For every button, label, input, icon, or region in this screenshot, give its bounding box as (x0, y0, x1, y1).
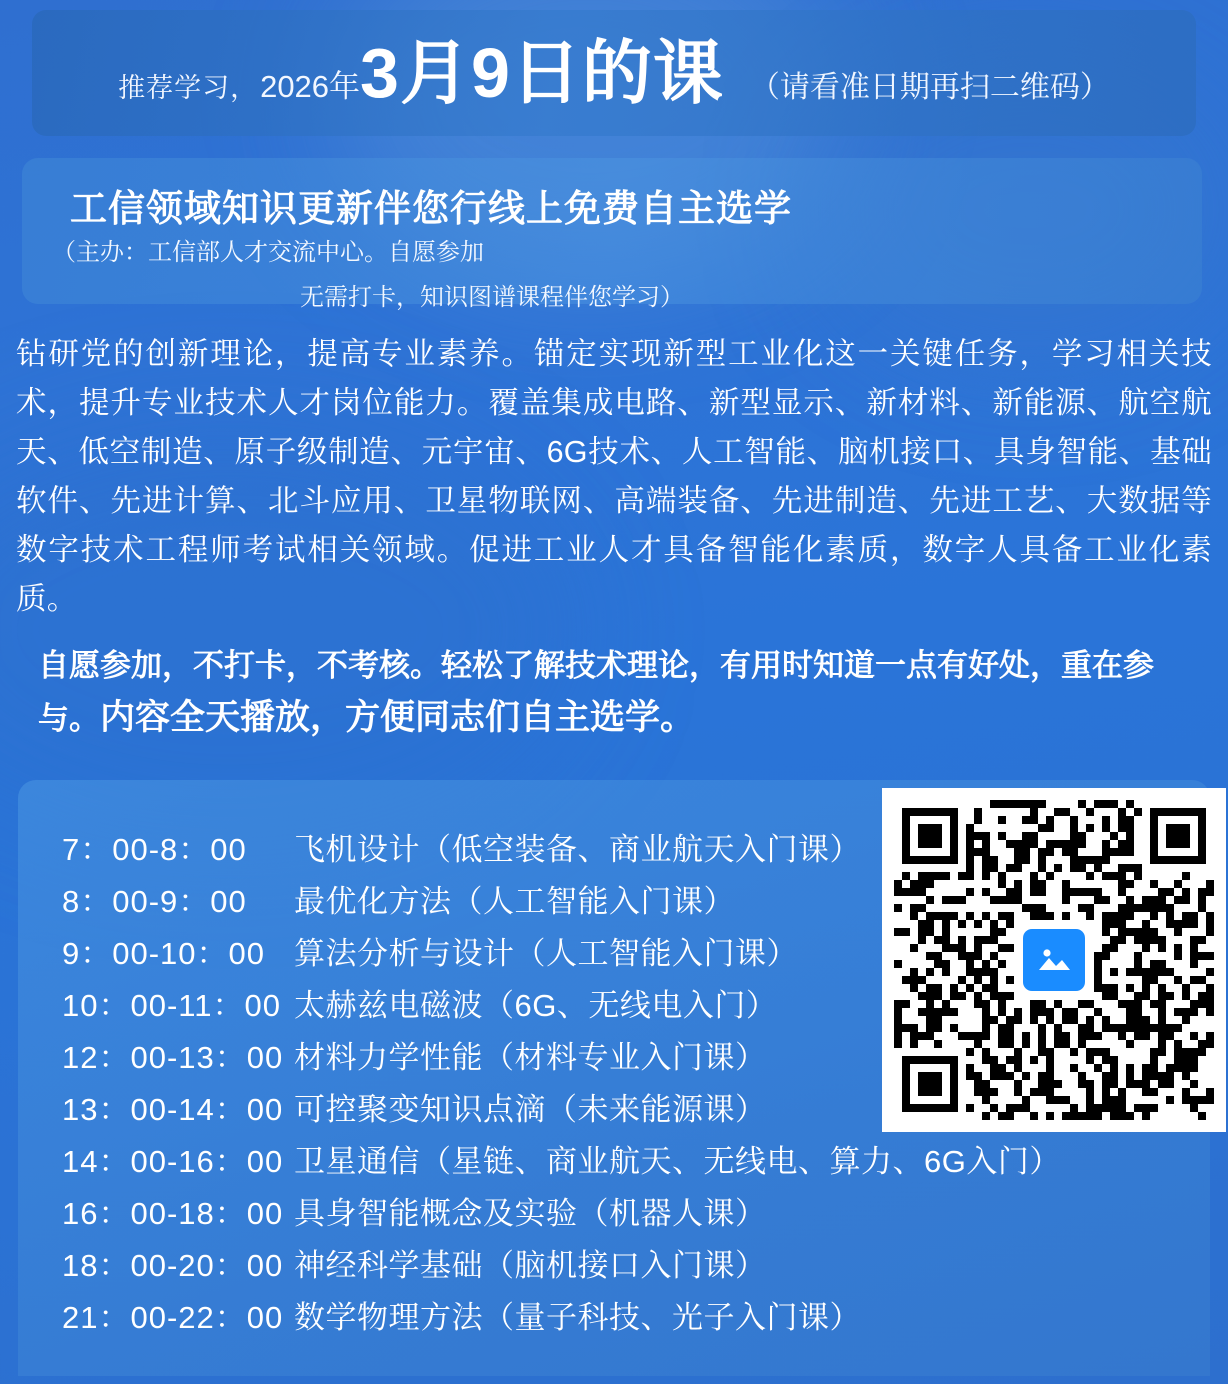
schedule-course-name: 神经科学基础 (294, 1248, 483, 1283)
schedule-course-tag: （未来能源课） (546, 1092, 767, 1127)
schedule-course-name: 具身智能概念及实验 (294, 1196, 578, 1231)
schedule-time: 9：00-10：00 (62, 936, 266, 971)
recommend-label: 推荐学习， (118, 73, 259, 103)
schedule-course-tag: （脑机接口入门课） (483, 1248, 767, 1283)
header-date-title: 3月9日的课 (360, 34, 724, 112)
schedule-course-name: 最优化方法 (294, 884, 452, 919)
schedule-time: 16：00-18：00 (62, 1196, 284, 1231)
qr-code-icon[interactable] (894, 800, 1214, 1120)
program-title-line1 (48, 178, 1176, 267)
header-year: 2026年 (260, 69, 361, 104)
qr-center-logo (1017, 923, 1091, 997)
schedule-time: 13：00-14：00 (62, 1092, 284, 1127)
schedule-time: 8：00-9：00 (62, 884, 247, 919)
schedule-time: 21：00-22：00 (62, 1300, 284, 1335)
description-paragraph: 钻研党的创新理论，提高专业素养。锚定实现新型工业化这一关键任务，学习相关技术，提升专业技术人才岗位能力。覆盖集成电路、新型显示、新材料、新能源、航空航天、低空制造、原子级制造、元宇宙、6G技术、人工智能、脑机接口、具身智能、基础软件、先进计算、北斗应用、卫星物联网、高端装备、先进制造、先进工艺、大数据等数字技术工程师考试相关领域。促进工业人才具备智能化素质，数字人具备工业化素质。 (16, 337, 1212, 616)
program-title-organizer-line2: 无需打卡，知识图谱课程伴您学习） (300, 284, 684, 311)
list-item (62, 1240, 1210, 1292)
schedule-course-name: 算法分析与设计 (294, 936, 515, 971)
schedule-course-tag: （低空装备、商业航天入门课） (420, 832, 861, 867)
emphasis-paragraph (38, 640, 1198, 745)
program-title-organizer-line1: （主办：工信部人才交流中心。自愿参加 (52, 239, 484, 266)
header-text-group (118, 34, 1110, 112)
schedule-course-tag: （人工智能入门课） (514, 936, 798, 971)
schedule-course-name: 可控聚变知识点滴 (294, 1092, 546, 1127)
schedule-course-tag: （材料专业入门课） (483, 1040, 767, 1075)
list-item (62, 1188, 1210, 1240)
schedule-time: 18：00-20：00 (62, 1248, 284, 1283)
schedule-time: 14：00-16：00 (62, 1144, 284, 1179)
schedule-time: 10：00-11：00 (62, 988, 281, 1023)
schedule-time: 12：00-13：00 (62, 1040, 284, 1075)
schedule-course-name: 太赫兹电磁波 (294, 988, 483, 1023)
schedule-course-name: 飞机设计 (294, 832, 420, 867)
schedule-course-name: 卫星通信 (294, 1144, 420, 1179)
schedule-course-tag: （机器人课） (577, 1196, 767, 1231)
schedule-course-tag: （人工智能入门课） (451, 884, 735, 919)
list-item (62, 1136, 1210, 1188)
schedule-course-tag: （6G、无线电入门） (483, 988, 778, 1023)
header-banner (32, 10, 1196, 136)
header-note: （请看准日期再扫二维码） (749, 71, 1110, 104)
list-item (62, 1292, 1210, 1344)
schedule-course-name: 数学物理方法 (294, 1300, 483, 1335)
schedule-time: 7：00-8：00 (62, 832, 247, 867)
mountain-photo-icon (1023, 929, 1085, 991)
program-title-banner (22, 158, 1202, 311)
program-title-main: 工信领域知识更新伴您行线上免费自主选学 (70, 188, 792, 229)
schedule-course-tag: （星链、商业航天、无线电、算力、6G入门） (420, 1144, 1061, 1179)
schedule-course-tag: （量子科技、光子入门课） (483, 1300, 861, 1335)
qr-code-panel[interactable] (882, 788, 1226, 1132)
emphasis-normal-text: 自愿参加，不打卡，不考核。轻松了解技术理论，有用时知道一点有好处，重在参与。 (38, 648, 1154, 736)
schedule-course-name: 材料力学性能 (294, 1040, 483, 1075)
emphasis-big-text: 内容全天播放，方便同志们自主选学。 (100, 698, 696, 737)
